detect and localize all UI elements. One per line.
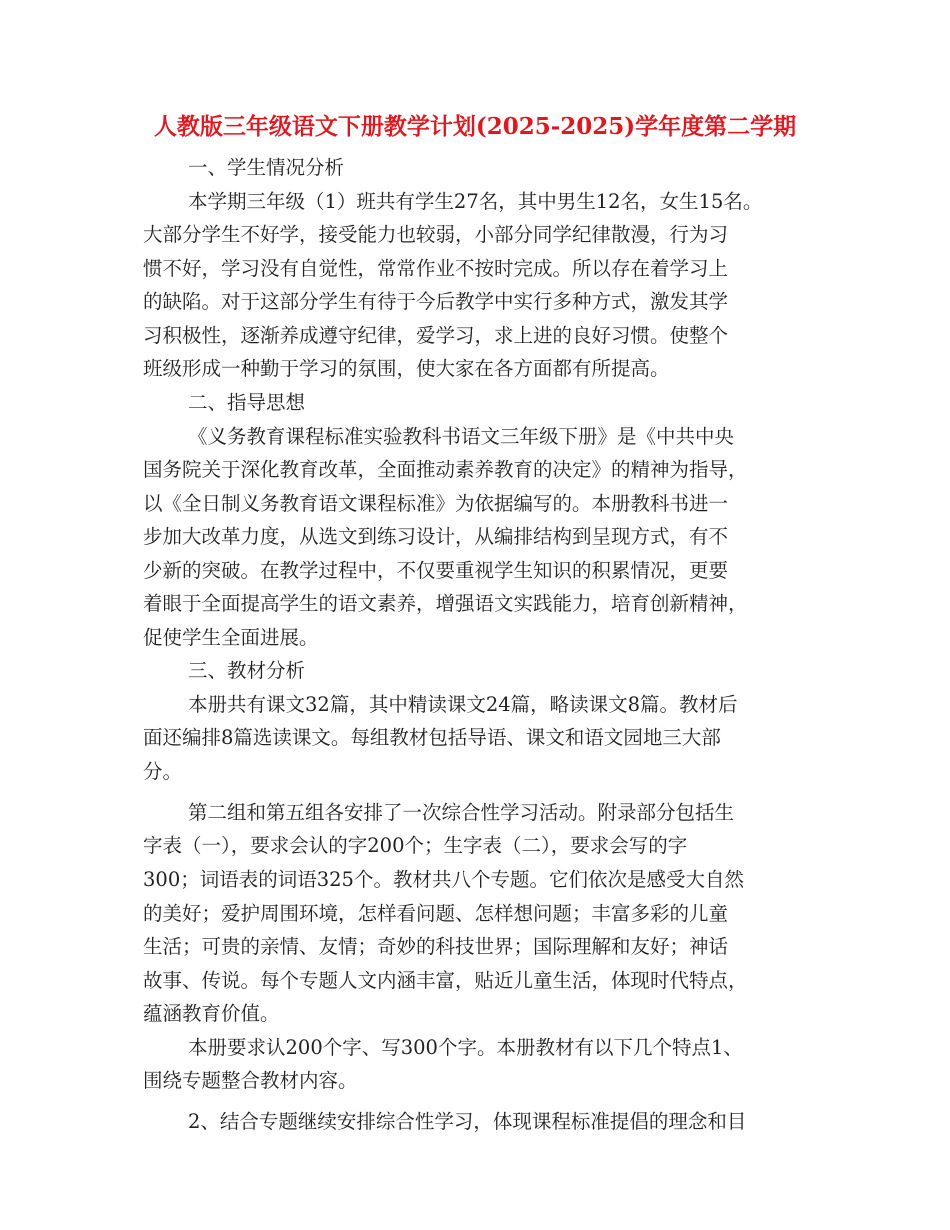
paragraph-line: 300；词语表的词语325个。教材共八个专题。它们依次是感受大自然 bbox=[143, 868, 744, 891]
heading-guiding-thought: 二、指导思想 bbox=[188, 391, 306, 414]
paragraph-line: 故事、传说。每个专题人文内涵丰富，贴近儿童生活，体现时代特点， bbox=[143, 969, 748, 992]
paragraph-line: 围绕专题整合教材内容。 bbox=[143, 1069, 358, 1092]
paragraph-line: 以《全日制义务教育语文课程标准》为依据编写的。本册教科书进一 bbox=[143, 492, 729, 515]
heading-textbook-analysis: 三、教材分析 bbox=[188, 659, 306, 682]
paragraph-line: 步加大改革力度，从选文到练习设计，从编排结构到呈现方式，有不 bbox=[143, 525, 729, 548]
paragraph-line: 本册共有课文32篇，其中精读课文24篇，略读课文8篇。教材后 bbox=[188, 693, 738, 716]
paragraph-line: 第二组和第五组各安排了一次综合性学习活动。附录部分包括生 bbox=[188, 801, 735, 824]
paragraph-line: 分。 bbox=[143, 760, 183, 783]
paragraph-line: 国务院关于深化教育改革，全面推动素养教育的决定》的精神为指导， bbox=[143, 458, 748, 481]
paragraph-line: 的缺陷。对于这部分学生有待于今后教学中实行多种方式，激发其学 bbox=[143, 290, 729, 313]
paragraph-line: 惯不好，学习没有自觉性，常常作业不按时完成。所以存在着学习上 bbox=[143, 257, 729, 280]
paragraph-line: 大部分学生不好学，接受能力也较弱，小部分同学纪律散漫，行为习 bbox=[143, 223, 729, 246]
paragraph-line: 班级形成一种勤于学习的氛围，使大家在各方面都有所提高。 bbox=[143, 357, 670, 380]
paragraph-line: 生活；可贵的亲情、友情；奇妙的科技世界；国际理解和友好；神话 bbox=[143, 935, 729, 958]
paragraph-line: 蕴涵教育价值。 bbox=[143, 1002, 280, 1025]
paragraph-line: 的美好；爱护周围环境，怎样看问题、怎样想问题；丰富多彩的儿童 bbox=[143, 902, 729, 925]
document-title: 人教版三年级语文下册教学计划(2025-2025)学年度第二学期 bbox=[153, 113, 797, 140]
paragraph-line: 少新的突破。在教学过程中，不仅要重视学生知识的积累情况，更要 bbox=[143, 559, 729, 582]
paragraph-line: 面还编排8篇选读课文。每组教材包括导语、课文和语文园地三大部 bbox=[143, 726, 721, 749]
paragraph-line: 本册要求认200个字、写300个字。本册教材有以下几个特点1、 bbox=[188, 1036, 743, 1059]
paragraph-line: 习积极性，逐渐养成遵守纪律，爱学习，求上进的良好习惯。使整个 bbox=[143, 324, 729, 347]
paragraph-line: 着眼于全面提高学生的语文素养，增强语文实践能力，培育创新精神， bbox=[143, 592, 748, 615]
heading-student-analysis: 一、学生情况分析 bbox=[188, 156, 345, 179]
paragraph-line: 本学期三年级（1）班共有学生27名，其中男生12名，女生15名。 bbox=[188, 190, 763, 213]
paragraph-line: 字表（一），要求会认的字200个；生字表（二），要求会写的字 bbox=[143, 834, 688, 857]
paragraph-line: 促使学生全面进展。 bbox=[143, 626, 319, 649]
paragraph-line: 《义务教育课程标准实验教科书语文三年级下册》是《中共中央 bbox=[188, 425, 735, 448]
paragraph-line: 2、结合专题继续安排综合性学习，体现课程标准提倡的理念和目 bbox=[188, 1110, 747, 1133]
